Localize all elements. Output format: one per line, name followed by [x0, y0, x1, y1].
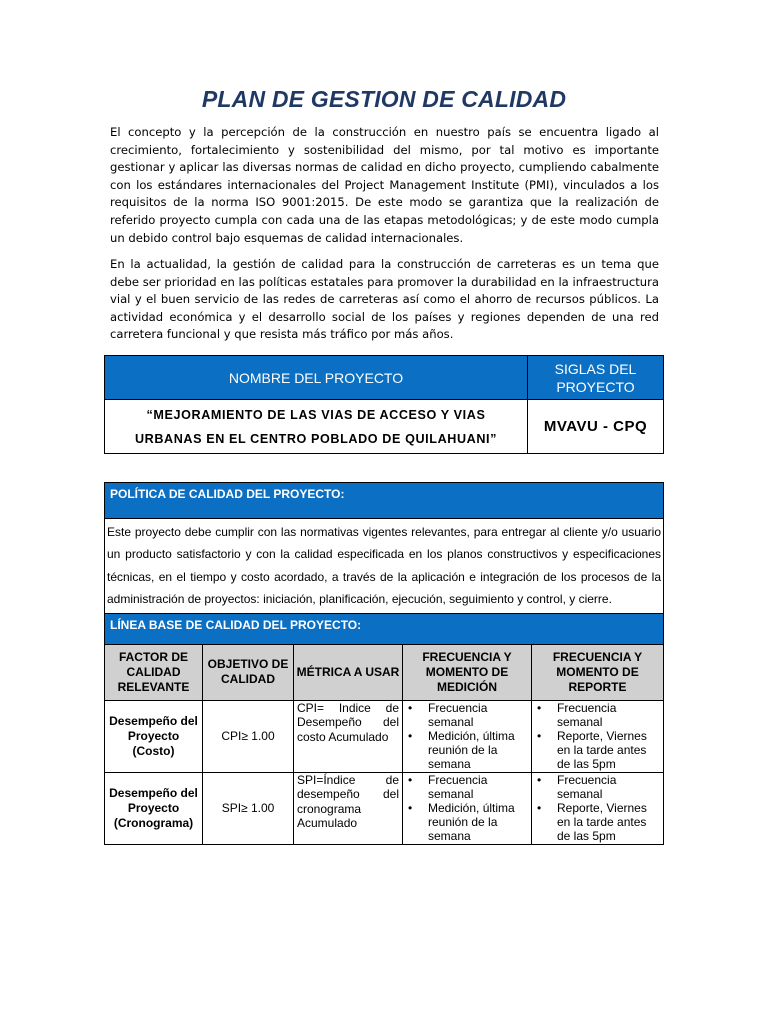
- metric-cell: SPI=Índice de desempeño del cronograma Acumulado: [294, 772, 403, 844]
- factor-cell: Desempeño del Proyecto (Costo): [105, 700, 203, 772]
- policy-heading: POLÍTICA DE CALIDAD DEL PROYECTO:: [105, 483, 664, 519]
- table-row: [105, 700, 664, 772]
- measurement-cell: [403, 772, 532, 844]
- list-item: • Medición, última reunión de la semana: [428, 801, 531, 843]
- project-table: [104, 355, 664, 454]
- page-title: PLAN DE GESTION DE CALIDAD: [201, 86, 567, 112]
- report-cell: [532, 772, 664, 844]
- project-name: “MEJORAMIENTO DE LAS VIAS DE ACCESO Y VIAS URBANAS EN EL CENTRO POBLADO DE QUILAHUANI”: [105, 400, 528, 454]
- intro-paragraph-2: En la actualidad, la gestión de calidad para la construcción de carreteras es un tema que debe ser prioridad en las políticas estatales para promover la durabilidad en la infraestructura vial y el buen servicio de las redes de carreteras así como el ahorro de recursos públicos. La actividad económica y el desarrollo social de los países y regiones dependen de una red carretera funcional y que resista más tráfico por más años.: [110, 257, 659, 342]
- list-item: • Frecuencia semanal: [557, 701, 663, 729]
- policy-text: Este proyecto debe cumplir con las normativas vigentes relevantes, para entregar al cliente y/o usuario un producto satisfactorio y con la calidad especificada en los planos constructivos y especificaciones técnicas, en el tiempo y costo acordado, a través de la aplicación e integración de los procesos de la administración de proyectos: iniciación, planificación, ejecución, seguimiento y control, y cierre.: [105, 519, 664, 614]
- list-item: • Reporte, Viernes en la tarde antes de las 5pm: [557, 729, 663, 771]
- header-metric: MÉTRICA A USAR: [294, 644, 403, 700]
- project-acronym-header: SIGLAS DEL PROYECTO: [528, 356, 664, 400]
- header-report: FRECUENCIA Y MOMENTO DE REPORTE: [532, 644, 664, 700]
- objective-cell: CPI≥ 1.00: [203, 700, 294, 772]
- list-item: • Frecuencia semanal: [428, 701, 531, 729]
- list-item: • Frecuencia semanal: [428, 773, 531, 801]
- header-factor: FACTOR DE CALIDAD RELEVANTE: [105, 644, 203, 700]
- project-acronym: MVAVU - CPQ: [528, 400, 664, 454]
- list-item: • Medición, última reunión de la semana: [428, 729, 531, 771]
- baseline-heading: LÍNEA BASE DE CALIDAD DEL PROYECTO:: [105, 613, 664, 644]
- objective-cell: SPI≥ 1.00: [203, 772, 294, 844]
- list-item: • Reporte, Viernes en la tarde antes de las 5pm: [557, 801, 663, 843]
- header-objective: OBJETIVO DE CALIDAD: [203, 644, 294, 700]
- quality-table: [104, 482, 664, 845]
- list-item: • Frecuencia semanal: [557, 773, 663, 801]
- measurement-cell: [403, 700, 532, 772]
- table-row: [105, 772, 664, 844]
- intro-paragraph-1: El concepto y la percepción de la construcción en nuestro país se encuentra ligado al crecimiento, fortalecimiento y sostenibilidad del mismo, por tal motivo es importante gestionar y aplicar las diversas normas de calidad en dicho proyecto, cumpliendo cabalmente con los estándares internacionales del Project Management Institute (PMI), vinculados a los requisitos de la norma ISO 9001:2015. De este modo se garantiza que la realización de referido proyecto cumpla con cada una de las etapas metodológicas; y de este modo cumpla un debido control bajo esquemas de calidad internacionales.: [110, 125, 659, 245]
- factor-cell: Desempeño del Proyecto (Cronograma): [105, 772, 203, 844]
- header-measurement: FRECUENCIA Y MOMENTO DE MEDICIÓN: [403, 644, 532, 700]
- project-name-header: NOMBRE DEL PROYECTO: [105, 356, 528, 400]
- report-cell: [532, 700, 664, 772]
- metric-cell: CPI= Indice de Desempeño del costo Acumulado: [294, 700, 403, 772]
